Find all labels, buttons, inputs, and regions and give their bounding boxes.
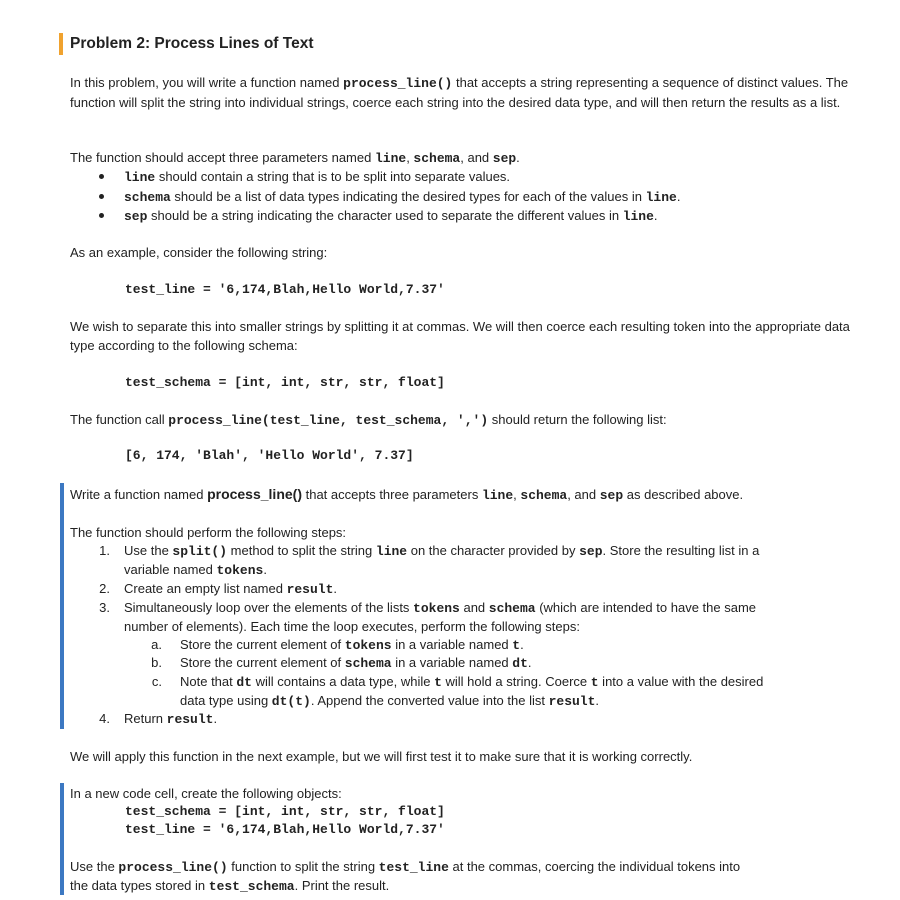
cell-use-line1: Use the process_line() function to split the string test_line at the commas, coercing the individual tokens into	[70, 859, 741, 875]
cell-left-bar	[60, 783, 64, 895]
step-4: Return result.	[124, 711, 218, 727]
test-schema-code: test_schema = [int, int, str, str, float]	[125, 375, 445, 390]
task-left-bar	[60, 483, 64, 729]
params-paragraph: The function should accept three parameters named line, schema, and sep.	[70, 150, 520, 166]
step-number-3: 3.	[99, 600, 110, 615]
step-1-line1: Use the split() method to split the string line on the character provided by sep. Store the resulting list in a	[124, 543, 760, 559]
test-line-code: test_line = '6,174,Blah,Hello World,7.37'	[125, 282, 445, 297]
cell-code-schema: test_schema = [int, int, str, str, float]	[125, 804, 445, 819]
result-code: [6, 174, 'Blah', 'Hello World', 7.37]	[125, 448, 414, 463]
substep-letter-a: a.	[151, 637, 162, 652]
steps-intro: The function should perform the following steps:	[70, 525, 347, 540]
substep-letter-b: b.	[151, 655, 162, 670]
apply-paragraph: We will apply this function in the next example, but we will first test it to make sure that it is working correctly.	[70, 749, 693, 764]
title-accent-bar	[59, 33, 313, 55]
bullet-sep: sep should be a string indicating the character used to separate the different values in line.	[124, 206, 844, 226]
substep-c-line1: Note that dt will contains a data type, while t will hold a string. Coerce t into a value with the desired	[180, 674, 764, 690]
step-1-line2: variable named tokens.	[124, 562, 267, 578]
step-3-line2: number of elements). Each time the loop executes, perform the following steps:	[124, 619, 580, 634]
substep-b: Store the current element of schema in a variable named dt.	[180, 655, 532, 671]
step-number-4: 4.	[99, 711, 110, 726]
substep-c-line2: data type using dt(t). Append the converted value into the list result.	[180, 693, 600, 709]
bullet-line: line should contain a string that is to be split into separate values.	[124, 167, 844, 187]
task-paragraph: Write a function named process_line() that accepts three parameters line, schema, and sep as described above.	[70, 486, 744, 503]
step-number-2: 2.	[99, 581, 110, 596]
bullet-schema: schema should be a list of data types indicating the desired types for each of the values in line.	[124, 187, 844, 207]
split-paragraph: We wish to separate this into smaller strings by splitting it at commas. We will then coerce each resulting token into the appropriate data type according to the following schema:	[70, 319, 850, 353]
call-paragraph: The function call process_line(test_line, test_schema, ',') should return the following list:	[70, 412, 667, 428]
step-number-1: 1.	[99, 543, 110, 558]
substep-letter-c: c.	[151, 674, 162, 689]
step-2: Create an empty list named result.	[124, 581, 338, 597]
step-3-line1: Simultaneously loop over the elements of the lists tokens and schema (which are intended to have the same	[124, 600, 757, 616]
example-intro: As an example, consider the following string:	[70, 245, 328, 260]
substep-a: Store the current element of tokens in a variable named t.	[180, 637, 524, 653]
cell-intro: In a new code cell, create the following objects:	[70, 786, 342, 801]
cell-code-line: test_line = '6,174,Blah,Hello World,7.37'	[125, 822, 445, 837]
intro-paragraph: In this problem, you will write a function named process_line() that accepts a string representing a sequence of distinct values. The function will split the string into individual strings, coerce each string into the desired data type, and will then return the results as a list.	[70, 75, 849, 110]
cell-use-line2: the data types stored in test_schema. Print the result.	[70, 878, 390, 894]
problem-title: Problem 2: Process Lines of Text	[70, 35, 314, 52]
